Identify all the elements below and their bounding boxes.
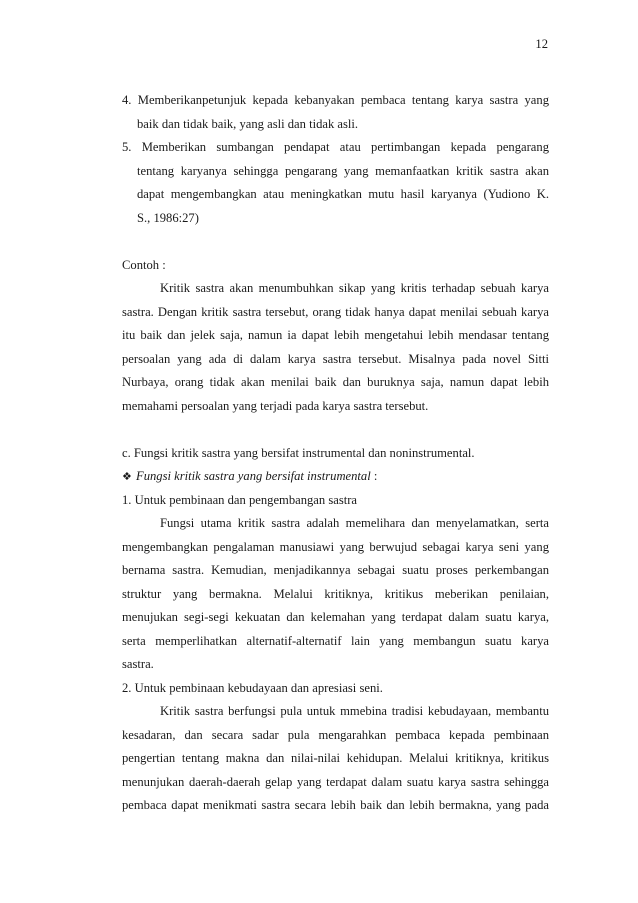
contoh-line-5: Nurbaya, orang tidak akan menilai baik dan buruknya saja, namun dapat lebih xyxy=(122,375,549,389)
list-item-5-line-1: 5. Memberikan sumbangan pendapat atau pertimbangan kepada pengarang xyxy=(122,140,549,154)
spacer xyxy=(122,418,549,442)
bullet-heading xyxy=(122,465,549,489)
list-item-5-line-4: S., 1986:27) xyxy=(137,210,199,225)
page-body xyxy=(122,89,549,818)
sub2-line-1: Kritik sastra berfungsi pula untuk mmebina tradisi kebudayaan, membantu xyxy=(160,704,549,718)
sub1-line-2: mengembangkan pengalaman manusiawi yang berwujud sebagai karya seni yang xyxy=(122,539,549,554)
contoh-line-2: sastra. Dengan kritik sastra tersebut, orang tidak hanya dapat menilai sebuah karya xyxy=(122,304,549,319)
contoh-label: Contoh : xyxy=(122,257,166,272)
contoh-line-6: memahami persoalan yang terjadi pada karya sastra tersebut. xyxy=(122,398,429,413)
sub2-line-4: menunjukan daerah-daerah gelap yang terdapat dalam suatu karya sastra sehingga xyxy=(122,774,549,789)
sub2-line-5: pembaca dapat menikmati sastra secara lebih baik dan lebih bermakna, yang pada xyxy=(122,798,549,812)
sub1-line-7: sastra. xyxy=(122,657,154,671)
sub2-line-3: pengertian tentang makna dan nilai-nilai kehidupan. Melalui kritiknya, kritikus xyxy=(122,751,549,765)
sub1-line-6: serta memperlihatkan alternatif-alternatif lain yang membangun suatu karya xyxy=(122,633,549,648)
contoh-line-3: itu baik dan jelek saja, namun ia dapat lebih mengetahui lebih mendasar tentang xyxy=(122,328,549,342)
sub2-heading: 2. Untuk pembinaan kebudayaan dan apresiasi seni. xyxy=(122,680,383,695)
section-c-heading: c. Fungsi kritik sastra yang bersifat instrumental dan noninstrumental. xyxy=(122,445,475,460)
contoh-line-4: persoalan yang ada di dalam karya sastra tersebut. Misalnya pada novel Sitti xyxy=(122,351,549,366)
sub2-line-2: kesadaran, dan secara sadar pula mengarahkan pembaca kepada pembinaan xyxy=(122,727,549,742)
spacer xyxy=(122,230,549,254)
contoh-line-1: Kritik sastra akan menumbuhkan sikap yang kritis terhadap sebuah karya xyxy=(160,281,549,295)
list-item-5-line-3: dapat mengembangkan atau meningkatkan mutu hasil karyanya (Yudiono K. xyxy=(137,187,549,201)
list-item-4-line-1: 4. Memberikanpetunjuk kepada kebanyakan pembaca tentang karya sastra yang xyxy=(122,93,549,107)
bullet-heading-text: Fungsi kritik sastra yang bersifat instrumental xyxy=(136,469,371,483)
list-item-4-line-2: baik dan tidak baik, yang asli dan tidak asli. xyxy=(137,116,359,131)
page-number: 12 xyxy=(535,37,548,51)
sub1-heading: 1. Untuk pembinaan dan pengembangan sastra xyxy=(122,492,358,507)
sub1-line-4: struktur yang bermakna. Melalui kritiknya, kritikus meberikan penilaian, xyxy=(122,586,549,601)
list-item-5-line-2: tentang karyanya sehingga pengarang yang memanfaatkan kritik sastra akan xyxy=(137,163,549,178)
sub1-line-5: menujukan segi-segi kekuatan dan kelemahan yang terdapat dalam suatu karya, xyxy=(122,610,549,624)
bullet-heading-suffix: : xyxy=(370,469,378,483)
sub1-line-3: bernama sastra. Kemudian, menjadikannya sebagai suatu proses perkembangan xyxy=(122,563,549,577)
sub1-line-1: Fungsi utama kritik sastra adalah memelihara dan menyelamatkan, serta xyxy=(160,516,549,530)
diamond-bullet-icon: ❖ xyxy=(122,470,132,483)
